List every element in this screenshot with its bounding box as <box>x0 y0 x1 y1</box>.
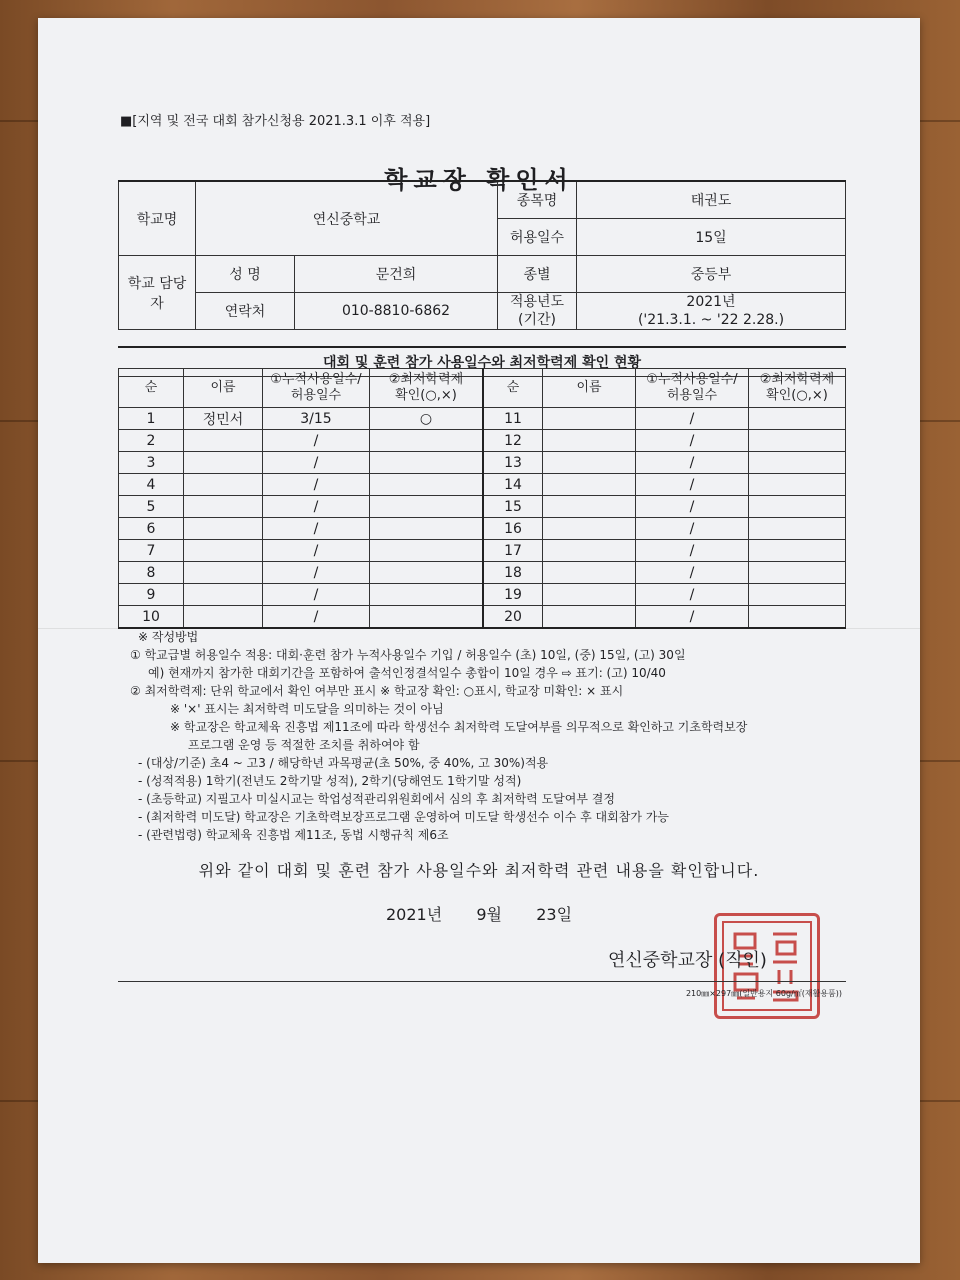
cell-no: 6 <box>119 518 184 540</box>
cell-name <box>184 584 263 606</box>
cell-no: 3 <box>119 452 184 474</box>
cell-no: 16 <box>483 518 543 540</box>
cell-days: / <box>263 518 370 540</box>
cell-name <box>184 496 263 518</box>
year-label <box>498 293 577 330</box>
cell-name <box>543 496 636 518</box>
cell-days: / <box>263 474 370 496</box>
cell-name <box>184 430 263 452</box>
cell-min <box>370 584 484 606</box>
table-row <box>119 430 846 452</box>
cell-days: / <box>263 496 370 518</box>
name-value: 문건희 <box>295 256 498 293</box>
event-label: 종목명 <box>498 181 577 219</box>
col-no: 순 <box>119 369 184 408</box>
cell-days: / <box>263 562 370 584</box>
col-days: ①누적사용일수/ 허용일수 <box>263 369 370 408</box>
cell-days: / <box>263 430 370 452</box>
cell-name <box>543 452 636 474</box>
cell-name <box>543 474 636 496</box>
year-value: 2021년 <box>686 294 736 310</box>
cell-name <box>543 584 636 606</box>
issue-date <box>386 902 572 925</box>
category-label: 종별 <box>498 256 577 293</box>
cell-days: / <box>636 562 749 584</box>
principal-signature: 연신중학교장 (직인) <box>608 950 767 971</box>
table-row <box>119 562 846 584</box>
cell-name: 정민서 <box>184 408 263 430</box>
note-line: - (관련법령) 학교체육 진흥법 제11조, 동법 시행규칙 제6조 <box>138 828 449 842</box>
contact-label: 연락처 <box>196 293 295 330</box>
cell-min <box>749 474 846 496</box>
manager-label: 학교 담당자 <box>119 256 196 330</box>
note-line: ② 최저학력제: 단위 학교에서 확인 여부만 표시 ※ 학교장 확인: ○표시, 학교장 미확인: × 표시 <box>130 684 624 698</box>
date-month: 9월 <box>476 905 503 924</box>
cell-name <box>543 430 636 452</box>
cell-no: 11 <box>483 408 543 430</box>
note-line: 프로그램 운영 등 적절한 조치를 취하여야 함 <box>188 738 420 752</box>
date-day: 23일 <box>536 905 573 924</box>
status-title: 대회 및 훈련 참가 사용일수와 최저학력제 확인 현황 <box>118 346 846 377</box>
cell-days: / <box>636 540 749 562</box>
cell-days: / <box>636 496 749 518</box>
info-table <box>118 180 846 330</box>
cell-days: / <box>636 408 749 430</box>
cell-min <box>370 606 484 629</box>
cell-no: 5 <box>119 496 184 518</box>
cell-name <box>543 562 636 584</box>
table-row <box>119 540 846 562</box>
cell-days: / <box>263 540 370 562</box>
cell-days: / <box>636 606 749 629</box>
confirm-statement: 위와 같이 대회 및 훈련 참가 사용일수와 최저학력 관련 내용을 확인합니다. <box>198 861 760 880</box>
table-row <box>119 584 846 606</box>
cell-no: 17 <box>483 540 543 562</box>
cell-no: 7 <box>119 540 184 562</box>
table-row <box>119 606 846 629</box>
note-line: - (초등학교) 지필고사 미실시교는 학업성적관리위원회에서 심의 후 최저학력 도달여부 결정 <box>138 792 615 806</box>
name-label: 성 명 <box>196 256 295 293</box>
period-value: ('21.3.1. ~ '22 2.28.) <box>637 312 785 328</box>
cell-min <box>370 430 484 452</box>
bottom-rule <box>118 981 846 982</box>
cell-no: 12 <box>483 430 543 452</box>
cell-min <box>749 606 846 629</box>
cell-min <box>749 584 846 606</box>
cell-no: 18 <box>483 562 543 584</box>
cell-no: 19 <box>483 584 543 606</box>
col-days-right: ①누적사용일수/ 허용일수 <box>636 369 749 408</box>
cell-min <box>370 452 484 474</box>
note-line: ※ 학교장은 학교체육 진흥법 제11조에 따라 학생선수 최저학력 도달여부를 의무적으로 확인하고 기초학력보장 <box>170 720 748 734</box>
table-row <box>119 474 846 496</box>
event-value: 태권도 <box>577 181 846 219</box>
cell-no: 1 <box>119 408 184 430</box>
table-row <box>119 408 846 430</box>
cell-name <box>184 452 263 474</box>
paper-spec: 210㎜×297㎜(일반용지 60g/㎡(재활용품)) <box>685 989 842 998</box>
cell-no: 4 <box>119 474 184 496</box>
cell-no: 15 <box>483 496 543 518</box>
allowed-days-value: 15일 <box>577 219 846 256</box>
document-page <box>38 18 920 1263</box>
cell-no: 2 <box>119 430 184 452</box>
cell-days: / <box>636 584 749 606</box>
col-name: 이름 <box>184 369 263 408</box>
cell-days: / <box>636 474 749 496</box>
year-label-line2: (기간) <box>518 312 556 328</box>
cell-no: 10 <box>119 606 184 629</box>
table-row <box>119 518 846 540</box>
cell-min <box>749 496 846 518</box>
cell-name <box>184 518 263 540</box>
date-year: 2021년 <box>386 905 443 924</box>
cell-name <box>543 518 636 540</box>
col-no-right: 순 <box>483 369 543 408</box>
contact-value: 010-8810-6862 <box>295 293 498 330</box>
category-value: 중등부 <box>577 256 846 293</box>
cell-days: / <box>263 584 370 606</box>
note-line: - (대상/기준) 초4 ~ 고3 / 해당학년 과목평균(초 50%, 중 40%, 고 30%)적용 <box>138 756 549 770</box>
cell-min <box>749 518 846 540</box>
cell-min <box>370 518 484 540</box>
cell-no: 14 <box>483 474 543 496</box>
note-line: ※ 작성방법 <box>138 630 199 644</box>
cell-name <box>184 540 263 562</box>
cell-no: 13 <box>483 452 543 474</box>
cell-min: ○ <box>370 408 484 430</box>
school-label: 학교명 <box>119 181 196 256</box>
cell-days: 3/15 <box>263 408 370 430</box>
allowed-days-label: 허용일수 <box>498 219 577 256</box>
instructions <box>130 628 850 844</box>
cell-min <box>749 562 846 584</box>
table-row <box>119 452 846 474</box>
table-row <box>119 496 846 518</box>
header-note: ■[지역 및 전국 대회 참가신청용 2021.3.1 이후 적용] <box>120 114 431 129</box>
note-line: - (최저학력 미도달) 학교장은 기초학력보장프로그램 운영하여 미도달 학생선수 이수 후 대회참가 가능 <box>138 810 669 824</box>
cell-min <box>370 474 484 496</box>
note-line: 예) 현재까지 참가한 대회기간을 포함하여 출석인정결석일수 총합이 10일 경우 ⇨ 표기: (고) 10/40 <box>148 666 666 680</box>
cell-name <box>543 540 636 562</box>
note-line: - (성적적용) 1학기(전년도 2학기말 성적), 2학기(당해연도 1학기말 성적) <box>138 774 522 788</box>
cell-min <box>749 540 846 562</box>
col-min-right: ②최저학력제 확인(○,×) <box>749 369 846 408</box>
cell-name <box>184 562 263 584</box>
year-value-cell <box>577 293 846 330</box>
cell-name <box>184 474 263 496</box>
cell-no: 8 <box>119 562 184 584</box>
note-line: ① 학교급별 허용일수 적용: 대회·훈련 참가 누적사용일수 기입 / 허용일수 (초) 10일, (중) 15일, (고) 30일 <box>130 648 686 662</box>
cell-days: / <box>636 452 749 474</box>
year-label-line1: 적용년도 <box>509 294 565 310</box>
cell-min <box>749 430 846 452</box>
cell-no: 9 <box>119 584 184 606</box>
cell-days: / <box>636 518 749 540</box>
cell-min <box>370 540 484 562</box>
school-value: 연신중학교 <box>196 181 498 256</box>
cell-min <box>749 408 846 430</box>
cell-name <box>184 606 263 629</box>
cell-days: / <box>636 430 749 452</box>
cell-name <box>543 606 636 629</box>
cell-name <box>543 408 636 430</box>
note-line: ※ '×' 표시는 최저학력 미도달을 의미하는 것이 아님 <box>170 702 444 716</box>
col-name-right: 이름 <box>543 369 636 408</box>
cell-min <box>749 452 846 474</box>
status-table <box>118 368 846 629</box>
cell-days: / <box>263 606 370 629</box>
cell-days: / <box>263 452 370 474</box>
cell-min <box>370 562 484 584</box>
cell-no: 20 <box>483 606 543 629</box>
cell-min <box>370 496 484 518</box>
col-min: ②최저학력제 확인(○,×) <box>370 369 484 408</box>
document-title: 학교장 확인서 <box>384 166 574 194</box>
